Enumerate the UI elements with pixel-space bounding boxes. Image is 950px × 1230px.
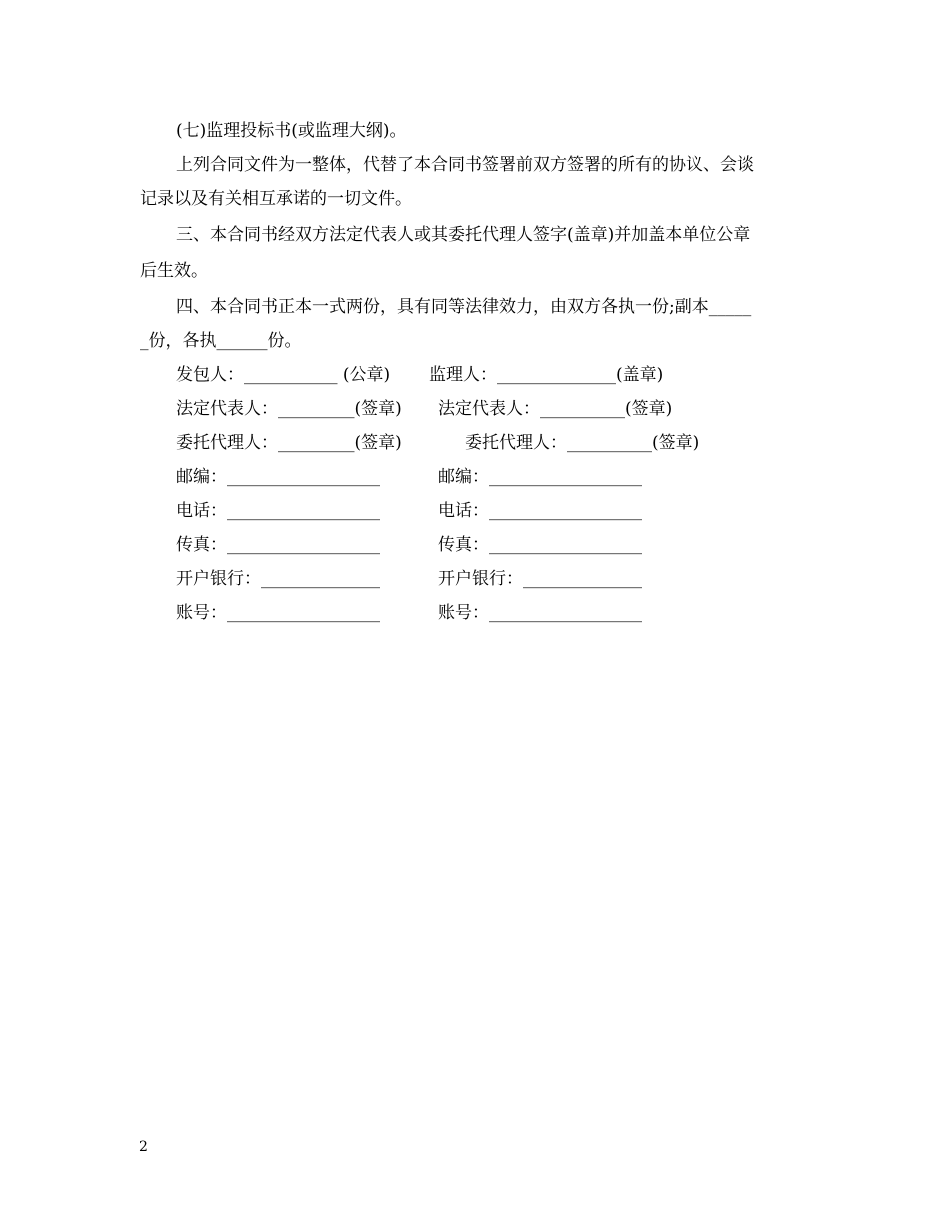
- paragraph-contract-docs-line1: 上列合同文件为一整体，代替了本合同书签署前双方签署的所有的协议、会谈: [176, 155, 754, 175]
- paragraph-copies-line1: 四、本合同书正本一式两份，具有同等法律效力，由双方各执一份;副本_____: [176, 297, 752, 317]
- postcode-right: 邮编：__________________: [438, 467, 642, 487]
- account-right: 账号：__________________: [438, 603, 642, 623]
- account-left: 账号：__________________: [176, 603, 380, 623]
- paragraph-effective-line1: 三、本合同书经双方法定代表人或其委托代理人签字(盖章)并加盖本单位公章: [176, 225, 751, 245]
- paragraph-contract-docs-line2: 记录以及有关相互承诺的一切文件。: [140, 189, 412, 209]
- agent-left: 委托代理人：_________(签章): [176, 433, 402, 453]
- paragraph-effective-line2: 后生效。: [140, 261, 208, 281]
- supervisor-field: 监理人：______________(盖章): [429, 365, 664, 385]
- legal-rep-left: 法定代表人：_________(签章): [176, 399, 402, 419]
- phone-right: 电话：__________________: [438, 501, 642, 521]
- postcode-left: 邮编：__________________: [176, 467, 380, 487]
- fax-left: 传真：__________________: [176, 535, 380, 555]
- phone-left: 电话：__________________: [176, 501, 380, 521]
- legal-rep-right: 法定代表人：__________(签章): [438, 399, 673, 419]
- paragraph-copies-line2: _份，各执______份。: [140, 331, 302, 351]
- employer-field: 发包人：___________ (公章): [176, 365, 391, 385]
- page-number: 2: [139, 1139, 148, 1155]
- bank-left: 开户银行：______________: [176, 569, 380, 589]
- bank-right: 开户银行：______________: [438, 569, 642, 589]
- item-7: (七)监理投标书(或监理大纲)。: [176, 121, 407, 141]
- fax-right: 传真：__________________: [438, 535, 642, 555]
- agent-right: 委托代理人：__________(签章): [465, 433, 700, 453]
